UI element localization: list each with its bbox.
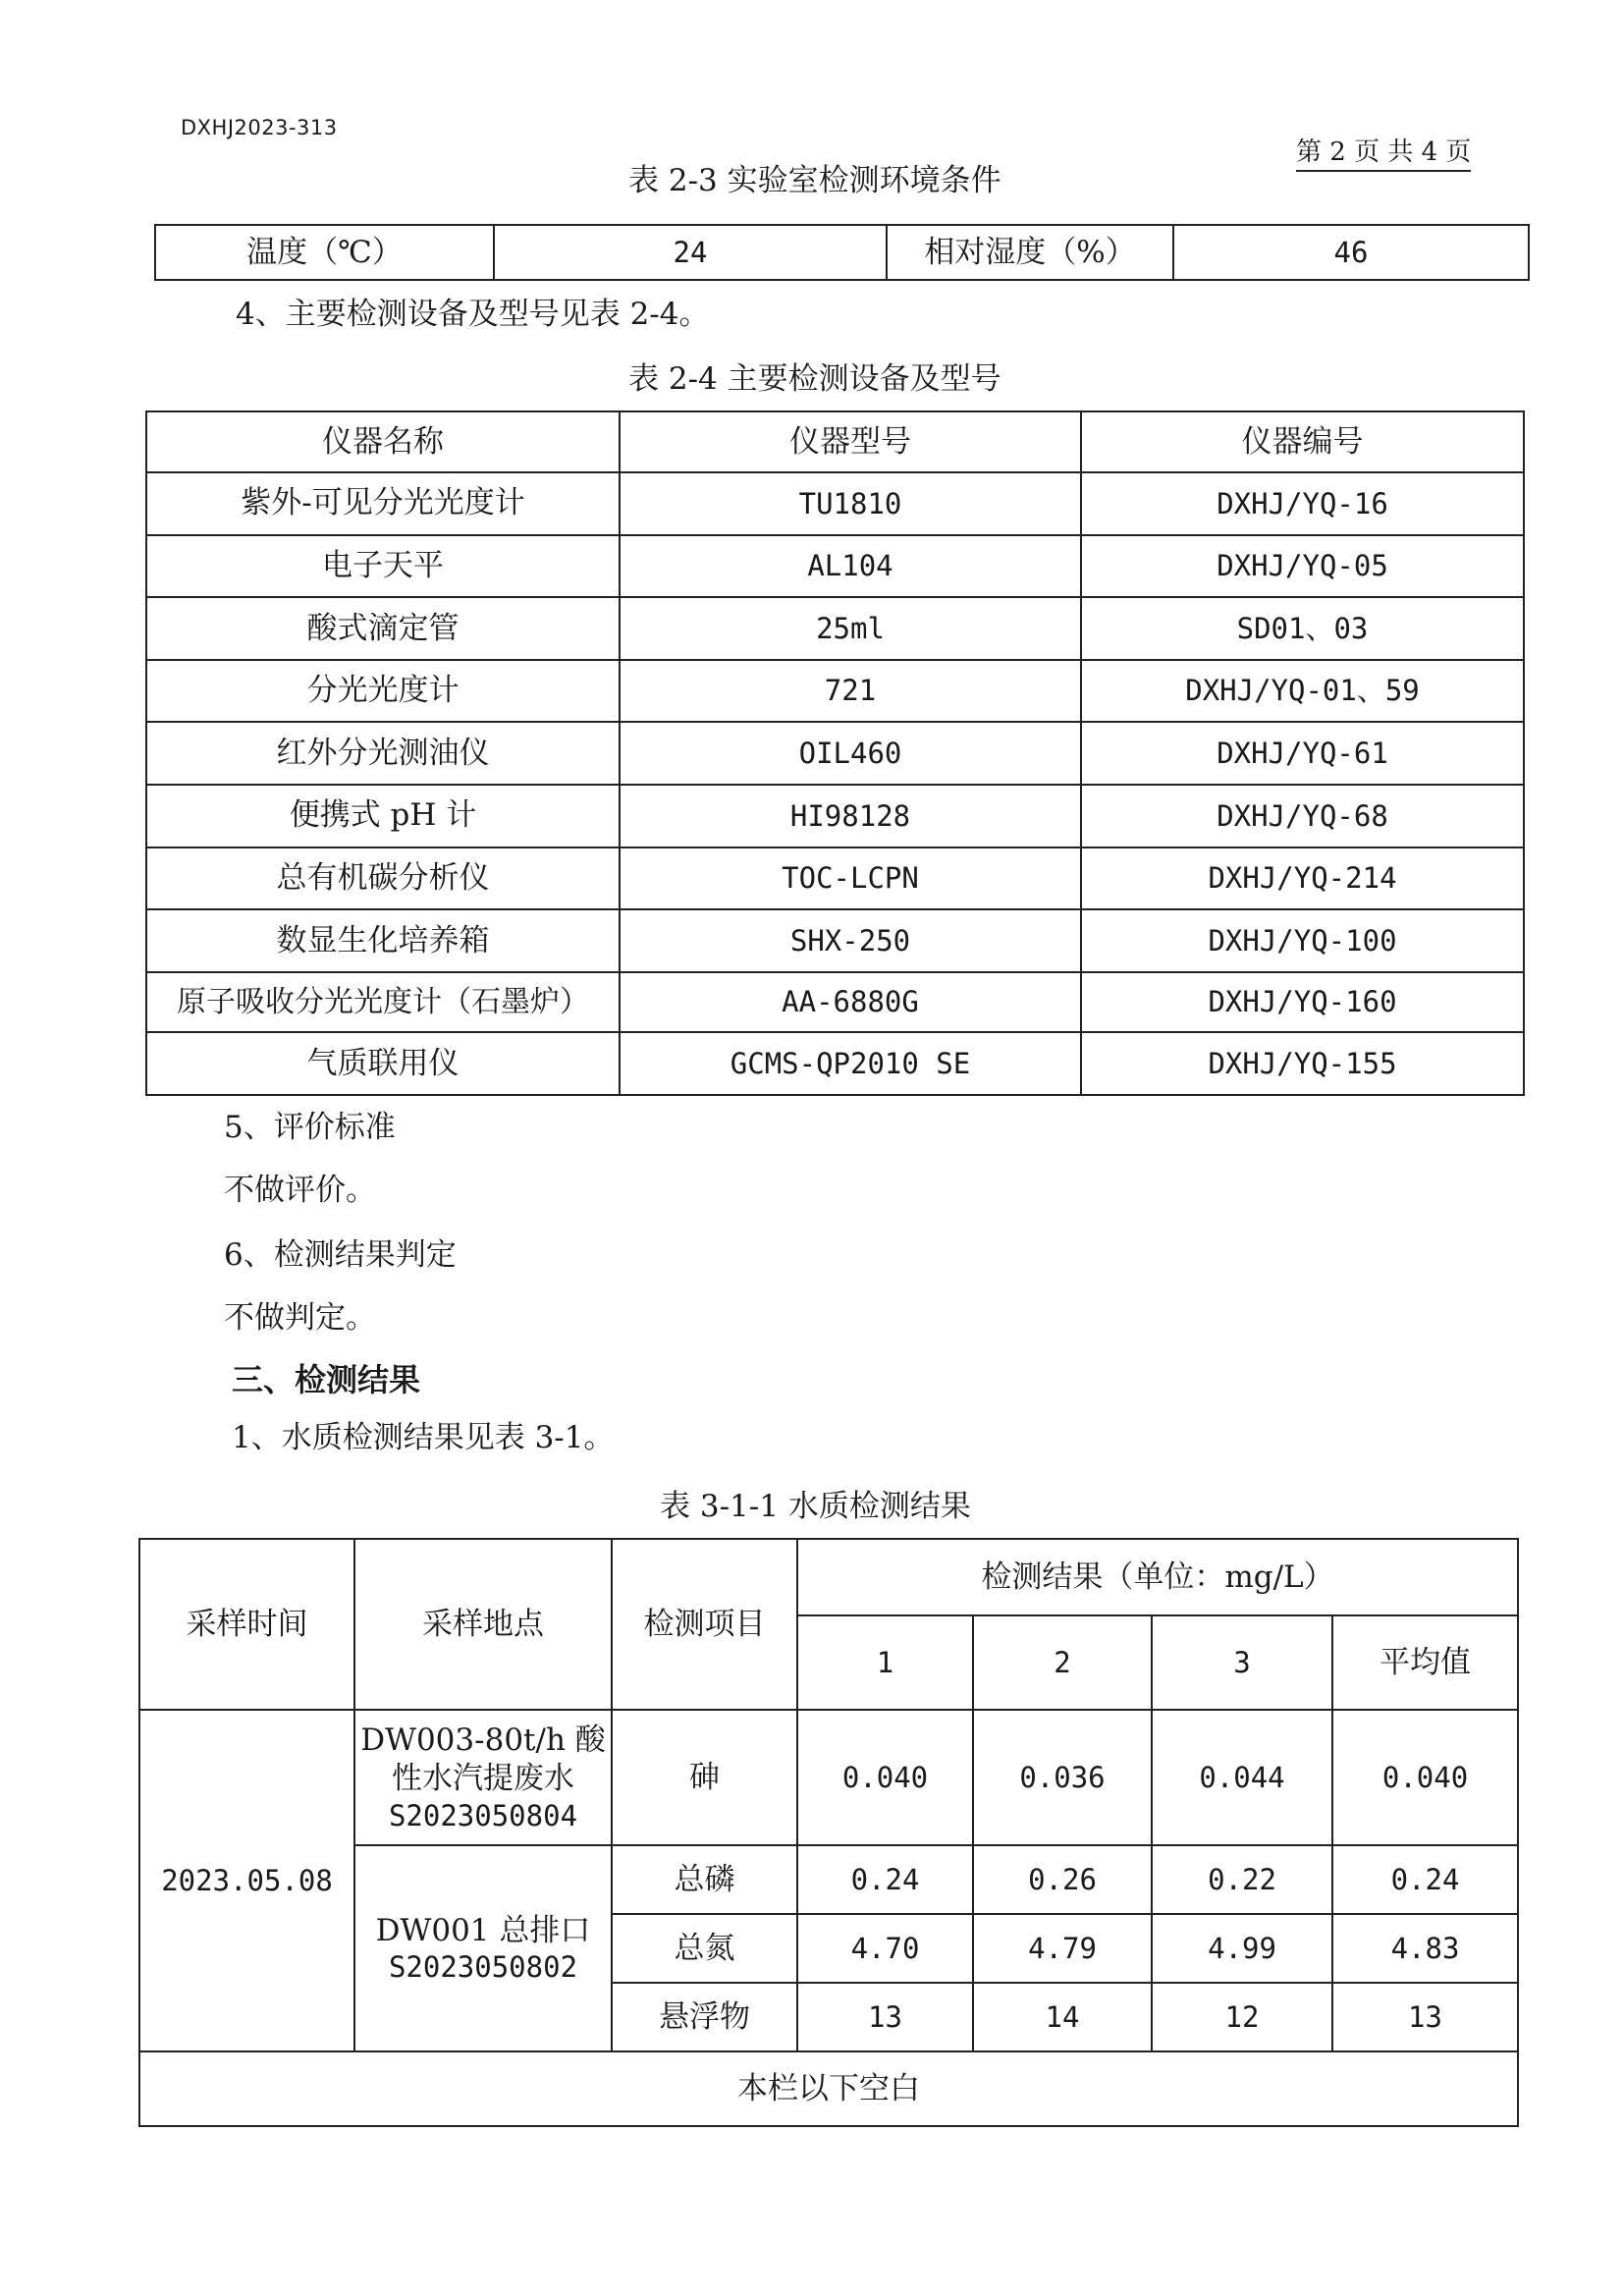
result-value: 0.24 xyxy=(797,1845,973,1914)
water-table-caption: 表 3-1-1 水质检测结果 xyxy=(660,1489,971,1524)
equipment-model: SHX-250 xyxy=(620,909,1081,972)
equipment-header-id: 仪器编号 xyxy=(1081,411,1524,472)
table-row xyxy=(146,1032,1524,1095)
header-test-item: 检测项目 xyxy=(612,1539,797,1710)
table-row xyxy=(146,972,1524,1033)
test-item: 总磷 xyxy=(612,1845,797,1914)
result-value: 4.83 xyxy=(1332,1914,1518,1983)
equipment-table-caption: 表 2-4 主要检测设备及型号 xyxy=(628,361,1001,397)
test-item: 砷 xyxy=(612,1710,797,1845)
equipment-model: OIL460 xyxy=(620,722,1081,785)
result-value: 13 xyxy=(797,1983,973,2051)
equipment-name: 数显生化培养箱 xyxy=(146,909,620,972)
table-row xyxy=(146,785,1524,847)
table-row xyxy=(146,660,1524,723)
equipment-id: DXHJ/YQ-100 xyxy=(1081,909,1524,972)
equipment-model: 25ml xyxy=(620,597,1081,660)
equipment-model: TU1810 xyxy=(620,472,1081,535)
blank-below-note: 本栏以下空白 xyxy=(139,2051,1518,2126)
result-value: 14 xyxy=(973,1983,1152,2051)
result-value: 0.040 xyxy=(797,1710,973,1845)
equipment-id: DXHJ/YQ-01、59 xyxy=(1081,660,1524,723)
result-value: 12 xyxy=(1152,1983,1332,2051)
table-row xyxy=(146,847,1524,910)
table-row xyxy=(146,722,1524,785)
location-line: S2023050804 xyxy=(388,1798,578,1832)
table-row xyxy=(146,535,1524,598)
equipment-model: HI98128 xyxy=(620,785,1081,847)
item-3-1-text: 1、水质检测结果见表 3-1。 xyxy=(232,1420,615,1455)
table-row xyxy=(146,909,1524,972)
humidity-label: 相对湿度（%） xyxy=(887,225,1173,280)
equipment-id: DXHJ/YQ-155 xyxy=(1081,1032,1524,1095)
temp-label: 温度（℃） xyxy=(155,225,494,280)
result-value: 0.22 xyxy=(1152,1845,1332,1914)
sampling-location-1 xyxy=(354,1710,612,1845)
equipment-id: DXHJ/YQ-214 xyxy=(1081,847,1524,910)
page-number: 第 2 页 共 4 页 xyxy=(1296,132,1471,172)
equipment-name: 酸式滴定管 xyxy=(146,597,620,660)
equipment-name: 电子天平 xyxy=(146,535,620,598)
sampling-date: 2023.05.08 xyxy=(139,1710,354,2051)
report-number: DXHJ2023-313 xyxy=(181,116,338,139)
water-quality-table xyxy=(138,1538,1519,2127)
item-4-text: 4、主要检测设备及型号见表 2-4。 xyxy=(236,297,710,332)
equipment-id: DXHJ/YQ-160 xyxy=(1081,972,1524,1033)
result-value: 4.70 xyxy=(797,1914,973,1983)
result-value: 4.79 xyxy=(973,1914,1152,1983)
equipment-name: 紫外-可见分光光度计 xyxy=(146,472,620,535)
equipment-model: AL104 xyxy=(620,535,1081,598)
header-col-3: 3 xyxy=(1152,1615,1332,1710)
equipment-name: 分光光度计 xyxy=(146,660,620,723)
table-row xyxy=(146,472,1524,535)
result-value: 0.040 xyxy=(1332,1710,1518,1845)
item-6-body: 不做判定。 xyxy=(224,1300,376,1336)
equipment-id: DXHJ/YQ-05 xyxy=(1081,535,1524,598)
equipment-model: AA-6880G xyxy=(620,972,1081,1033)
location-line: DW003-80t/h 酸 xyxy=(360,1722,606,1759)
equipment-id: DXHJ/YQ-16 xyxy=(1081,472,1524,535)
equipment-name: 总有机碳分析仪 xyxy=(146,847,620,910)
item-5-title: 5、评价标准 xyxy=(224,1110,396,1145)
equipment-table xyxy=(145,410,1525,1096)
equipment-id: SD01、03 xyxy=(1081,597,1524,660)
item-5-body: 不做评价。 xyxy=(224,1173,376,1208)
result-value: 0.044 xyxy=(1152,1710,1332,1845)
header-col-2: 2 xyxy=(973,1615,1152,1710)
table-row xyxy=(139,1710,1518,1845)
equipment-id: DXHJ/YQ-68 xyxy=(1081,785,1524,847)
header-test-result: 检测结果（单位：mg/L） xyxy=(797,1539,1518,1615)
result-value: 0.036 xyxy=(973,1710,1152,1845)
equipment-name: 气质联用仪 xyxy=(146,1032,620,1095)
equipment-header-name: 仪器名称 xyxy=(146,411,620,472)
equipment-model: TOC-LCPN xyxy=(620,847,1081,910)
header-col-average: 平均值 xyxy=(1332,1615,1518,1710)
sampling-location-2 xyxy=(354,1845,612,2051)
header-col-1: 1 xyxy=(797,1615,973,1710)
result-value: 4.99 xyxy=(1152,1914,1332,1983)
equipment-header-model: 仪器型号 xyxy=(620,411,1081,472)
equipment-model: 721 xyxy=(620,660,1081,723)
temp-value: 24 xyxy=(494,225,887,280)
equipment-name: 便携式 pH 计 xyxy=(146,785,620,847)
result-value: 13 xyxy=(1332,1983,1518,2051)
location-line: 性水汽提废水 xyxy=(392,1760,574,1796)
equipment-model: GCMS-QP2010 SE xyxy=(620,1032,1081,1095)
equipment-name: 原子吸收分光光度计（石墨炉） xyxy=(146,972,620,1033)
location-line: DW001 总排口 xyxy=(375,1912,591,1948)
test-item: 悬浮物 xyxy=(612,1983,797,2051)
equipment-id: DXHJ/YQ-61 xyxy=(1081,722,1524,785)
header-sampling-time: 采样时间 xyxy=(139,1539,354,1710)
test-item: 总氮 xyxy=(612,1914,797,1983)
equipment-name: 红外分光测油仪 xyxy=(146,722,620,785)
table-row xyxy=(139,2051,1518,2126)
item-6-title: 6、检测结果判定 xyxy=(224,1237,457,1273)
header-sampling-location: 采样地点 xyxy=(354,1539,612,1710)
humidity-value: 46 xyxy=(1173,225,1529,280)
location-line: S2023050802 xyxy=(388,1950,578,1985)
env-table-caption: 表 2-3 实验室检测环境条件 xyxy=(628,163,1001,198)
table-row xyxy=(146,597,1524,660)
result-value: 0.24 xyxy=(1332,1845,1518,1914)
env-table xyxy=(154,224,1530,281)
section-3-title: 三、检测结果 xyxy=(232,1361,421,1398)
result-value: 0.26 xyxy=(973,1845,1152,1914)
